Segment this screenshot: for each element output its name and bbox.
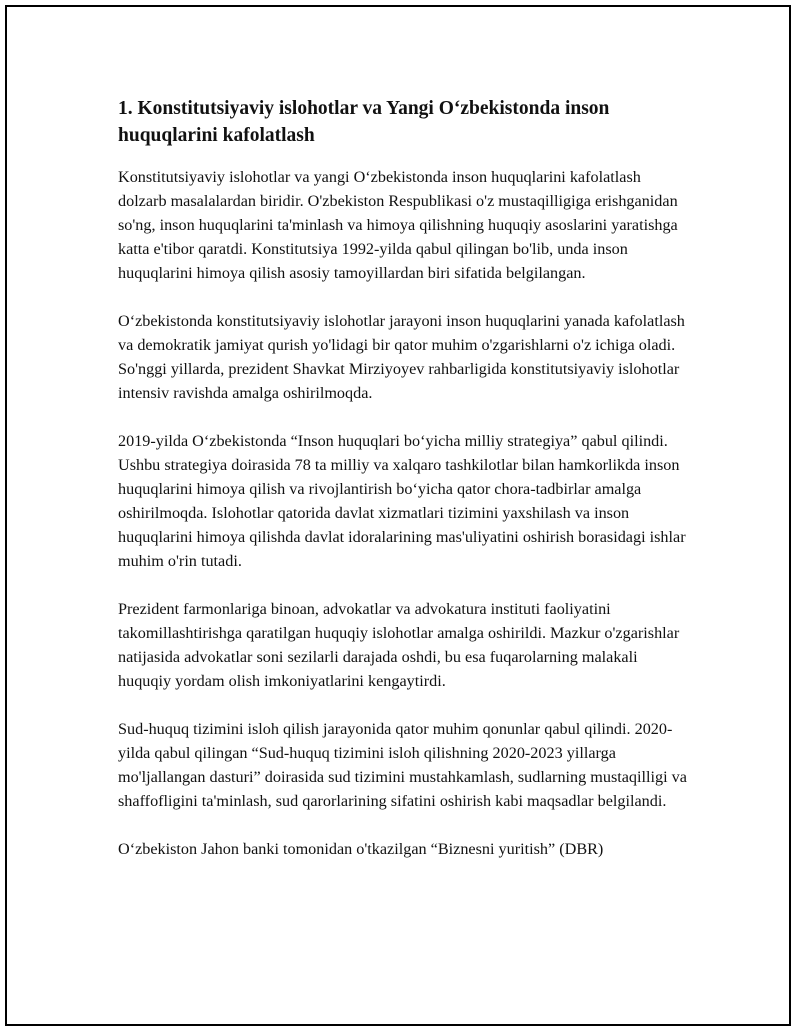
paragraph-3: 2019-yilda O‘zbekistonda “Inson huquqlari bo‘yicha milliy strategiya” qabul qilindi. Ushbu strategiya doirasida 78 ta milliy va xalqaro tashkilotlar bilan hamkorlikda inson huquqlarini himoya qilish va rivojlantirish bo‘yicha qator chora-tadbirlar amalga oshirilmoqda. Islohotlar qatorida davlat xizmatlari tizimini yaxshilash va inson huquqlarini himoya qilishda davlat idoralarining mas'uliyatini oshirish borasidagi ishlar muhim o'rin tutadi.: [118, 432, 686, 570]
paragraph-1: Konstitutsiyaviy islohotlar va yangi O‘zbekistonda inson huquqlarini kafolatlash dolzarb masalalardan biridir. O'zbekiston Respublikasi o'z mustaqilligiga erishganidan so'ng, inson huquqlarini ta'minlash va himoya qilishning huquqiy asoslarini yaratishga katta e'tibor qaratdi. Konstitutsiya 1992-yilda qabul qilingan bo'lib, unda inson huquqlarini himoya qilish asosiy tamoyillardan biri sifatida belgilangan.: [118, 168, 678, 282]
paragraph-5: Sud-huquq tizimini isloh qilish jarayonida qator muhim qonunlar qabul qilindi. 2020-yilda qabul qilingan “Sud-huquq tizimini isloh qilishning 2020-2023 yillarga mo'ljallangan dasturi” doirasida sud tizimini mustahkamlash, sudlarning mustaqilligi va shaffofligini ta'minlash, sud qarorlarining sifatini oshirish kabi maqsadlar belgilandi.: [118, 720, 687, 810]
document-body: [118, 95, 688, 885]
paragraph-6: O‘zbekiston Jahon banki tomonidan o'tkazilgan “Biznesni yuritish” (DBR): [118, 840, 604, 858]
section-heading: 1. Konstitutsiyaviy islohotlar va Yangi O‘zbekistonda inson huquqlarini kafolatlash: [118, 98, 610, 146]
paragraph-4: Prezident farmonlariga binoan, advokatlar va advokatura instituti faoliyatini takomillashtirishga qaratilgan huquqiy islohotlar amalga oshirildi. Mazkur o'zgarishlar natijasida advokatlar soni sezilarli darajada oshdi, bu esa fuqarolarning malakali huquqiy yordam olish imkoniyatlarini kengaytirdi.: [118, 600, 680, 690]
paragraph-2: O‘zbekistonda konstitutsiyaviy islohotlar jarayoni inson huquqlarini yanada kafolatlash va demokratik jamiyat qurish yo'lidagi bir qator muhim o'zgarishlarni o'z ichiga oladi. So'nggi yillarda, prezident Shavkat Mirziyoyev rahbarligida konstitutsiyaviy islohotlar intensiv ravishda amalga oshirilmoqda.: [118, 312, 685, 402]
